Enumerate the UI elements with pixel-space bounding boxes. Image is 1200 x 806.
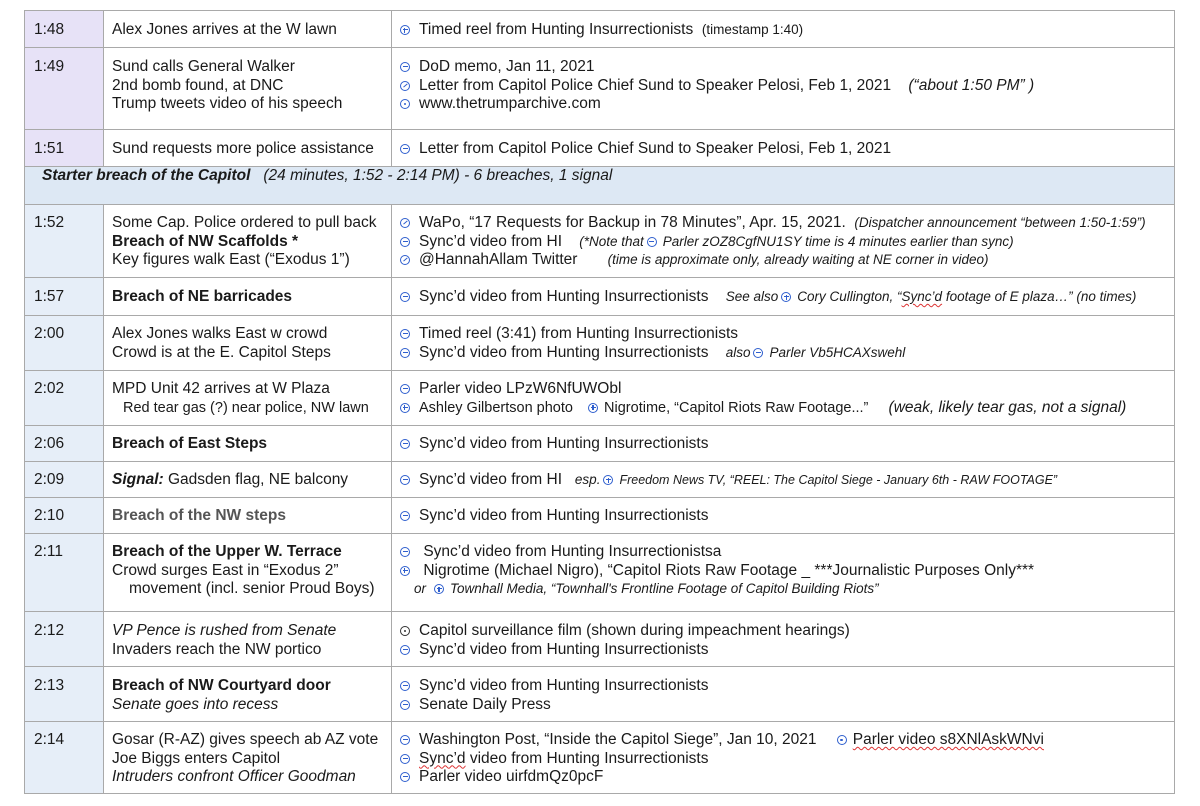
source-link[interactable]: Parler video uirfdmQz0pcF <box>419 768 604 785</box>
source-link[interactable]: Sync’d video from HI <box>419 232 562 250</box>
table-row <box>25 205 1175 278</box>
section-header <box>25 167 1175 205</box>
sources-cell <box>392 278 1175 316</box>
source-note: also <box>725 344 751 360</box>
minus-circle-icon[interactable] <box>400 735 410 745</box>
time-label: 1:57 <box>34 288 65 305</box>
minus-circle-icon[interactable] <box>400 329 410 339</box>
source-link[interactable]: Nigrotime (Michael Nigro), “Capitol Riots Raw Footage _ ***Journalistic Purposes Only*** <box>423 561 1035 579</box>
source-note: (*Note that <box>579 233 644 249</box>
sources-cell <box>392 612 1175 667</box>
source-link[interactable]: Ashley Gilbertson photo <box>419 399 573 416</box>
event-cell <box>104 130 392 167</box>
source-link[interactable]: Timed reel from Hunting Insurrectionists <box>419 21 694 38</box>
event-cell <box>104 534 392 612</box>
minus-circle-icon[interactable] <box>400 681 410 691</box>
time-cell <box>25 278 104 316</box>
event-cell <box>104 48 392 130</box>
source-note: (Dispatcher announcement “between 1:50-1:59”) <box>854 215 1146 230</box>
source-link[interactable]: Nigrotime, “Capitol Riots Raw Footage...” <box>604 399 869 416</box>
table-row <box>25 278 1175 316</box>
table-row <box>25 371 1175 426</box>
minus-circle-icon[interactable] <box>400 547 410 557</box>
event-line: Gosar (R-AZ) gives speech ab AZ vote <box>112 731 379 748</box>
sources-cell <box>392 722 1175 794</box>
event-cell <box>104 205 392 278</box>
event-cell <box>104 371 392 426</box>
source-note: esp. <box>574 472 601 487</box>
event-line: MPD Unit 42 arrives at W Plaza <box>112 380 330 397</box>
source-note: or <box>414 581 427 596</box>
sources-cell <box>392 426 1175 462</box>
source-note: (time is approximate only, already waiting at NE corner in video) <box>607 252 989 267</box>
source-link[interactable]: Parler video LPzW6NfUWObl <box>419 380 622 397</box>
event-line: Gadsden flag, NE balcony <box>163 471 349 488</box>
time-cell <box>25 11 104 48</box>
event-line: Sund requests more police assistance <box>112 140 374 157</box>
sources-cell <box>392 498 1175 534</box>
time-cell <box>25 667 104 722</box>
event-cell <box>104 316 392 371</box>
sources-cell <box>392 534 1175 612</box>
event-line: Breach of NE barricades <box>112 288 293 305</box>
plus-circle-icon[interactable] <box>781 292 791 302</box>
minus-circle-icon[interactable] <box>400 511 410 521</box>
time-cell <box>25 612 104 667</box>
signal-label: Signal: <box>112 471 164 488</box>
time-cell <box>25 371 104 426</box>
source-link[interactable]: Sync’d video from Hunting Insurrectionists <box>419 640 709 658</box>
time-label: 2:10 <box>34 507 65 524</box>
table-row <box>25 534 1175 612</box>
time-label: 1:48 <box>34 21 65 38</box>
minus-circle-icon[interactable] <box>400 62 410 72</box>
minus-circle-icon[interactable] <box>400 754 410 764</box>
table-row <box>25 612 1175 667</box>
event-cell <box>104 462 392 498</box>
timeline-table <box>24 10 1175 794</box>
table-row <box>25 462 1175 498</box>
source-note: (“about 1:50 PM” ) <box>908 76 1035 94</box>
event-line: Red tear gas (?) near police, NW lawn <box>123 399 369 416</box>
sources-cell <box>392 48 1175 130</box>
time-label: 2:13 <box>34 677 65 694</box>
event-cell <box>104 722 392 794</box>
event-line: 2nd bomb found, at DNC <box>112 76 284 94</box>
source-link[interactable]: Sync’d video from Hunting Insurrectionists <box>419 343 709 361</box>
dot-circle-icon[interactable] <box>837 735 847 745</box>
time-cell <box>25 722 104 794</box>
event-line: Senate goes into recess <box>112 695 279 713</box>
event-line: movement (incl. senior Proud Boys) <box>129 580 375 597</box>
plus-circle-icon[interactable] <box>400 25 410 35</box>
source-link[interactable]: DoD memo, Jan 11, 2021 <box>419 58 595 75</box>
source-link[interactable]: Sync’d video from Hunting Insurrectionists <box>419 507 709 524</box>
time-cell <box>25 498 104 534</box>
event-cell <box>104 498 392 534</box>
source-link[interactable]: Senate Daily Press <box>419 695 551 713</box>
minus-circle-icon[interactable] <box>400 144 410 154</box>
time-cell <box>25 130 104 167</box>
event-cell <box>104 612 392 667</box>
minus-circle-icon[interactable] <box>400 237 410 247</box>
source-link[interactable]: Washington Post, “Inside the Capitol Siege”, Jan 10, 2021 <box>419 731 817 748</box>
time-label: 2:00 <box>34 325 65 342</box>
time-label: 2:12 <box>34 622 65 639</box>
source-link[interactable]: Parler video s8XNlAskWNvi <box>852 731 1044 748</box>
table-row <box>25 722 1175 794</box>
source-link[interactable]: @HannahAllam Twitter <box>419 251 578 268</box>
table-row <box>25 11 1175 48</box>
source-link[interactable]: Parler Vb5HCAXswehl <box>769 344 906 360</box>
event-line: VP Pence is rushed from Senate <box>112 622 337 639</box>
source-link[interactable]: Letter from Capitol Police Chief Sund to Speaker Pelosi, Feb 1, 2021 <box>419 140 892 157</box>
event-line: Crowd surges East in “Exodus 2” <box>112 561 339 579</box>
source-link[interactable]: Timed reel (3:41) from Hunting Insurrectionists <box>419 325 739 342</box>
source-link[interactable]: Cory Cullington, “Sync’d footage of E plaza…” (no times) <box>797 289 1137 304</box>
table-row <box>25 498 1175 534</box>
event-line: Key figures walk East (“Exodus 1”) <box>112 251 350 268</box>
slash-circle-icon[interactable] <box>400 255 410 265</box>
sources-cell <box>392 130 1175 167</box>
time-label: 2:14 <box>34 731 65 748</box>
event-cell <box>104 667 392 722</box>
source-link[interactable]: www.thetrumparchive.com <box>419 95 601 112</box>
sources-cell <box>392 316 1175 371</box>
time-cell <box>25 534 104 612</box>
minus-circle-icon[interactable] <box>400 475 410 485</box>
event-line: Sund calls General Walker <box>112 58 295 75</box>
minus-circle-icon[interactable] <box>400 439 410 449</box>
source-note: (weak, likely tear gas, not a signal) <box>888 398 1127 416</box>
time-cell <box>25 462 104 498</box>
time-cell <box>25 426 104 462</box>
event-line: Breach of NW Scaffolds * <box>112 232 299 250</box>
minus-circle-icon[interactable] <box>400 772 410 782</box>
time-label: 2:11 <box>34 543 64 560</box>
slash-circle-icon[interactable] <box>400 81 410 91</box>
dot-circle-icon[interactable] <box>400 626 410 636</box>
source-link[interactable]: Capitol surveillance film (shown during impeachment hearings) <box>419 622 850 639</box>
source-link[interactable]: Sync’d video from Hunting Insurrectionistsa <box>423 543 722 560</box>
time-label: 2:02 <box>34 380 65 397</box>
time-cell <box>25 48 104 130</box>
time-label: 1:52 <box>34 214 65 231</box>
section-header-row <box>25 167 1175 205</box>
plus-circle-icon[interactable] <box>400 403 410 413</box>
sources-cell <box>392 205 1175 278</box>
section-detail: (24 minutes, 1:52 - 2:14 PM) - 6 breaches, 1 signal <box>263 167 613 184</box>
source-link[interactable]: WaPo, “17 Requests for Backup in 78 Minutes”, Apr. 15, 2021. <box>419 214 846 231</box>
event-line: Breach of East Steps <box>112 435 268 452</box>
time-label: 2:06 <box>34 435 65 452</box>
event-line: Joe Biggs enters Capitol <box>112 749 281 767</box>
table-row <box>25 316 1175 371</box>
plus-circle-icon[interactable] <box>603 475 613 485</box>
section-title: Starter breach of the Capitol <box>42 167 251 184</box>
event-cell <box>104 278 392 316</box>
source-note: Parler zOZ8CgfNU1SY time is 4 minutes earlier than sync) <box>662 233 1014 249</box>
source-note: (timestamp 1:40) <box>701 22 804 37</box>
time-cell <box>25 205 104 278</box>
source-link[interactable]: Sync’d video from Hunting Insurrectionists <box>419 435 709 452</box>
sources-cell <box>392 371 1175 426</box>
sources-cell <box>392 11 1175 48</box>
event-line: Invaders reach the NW portico <box>112 640 322 658</box>
source-link[interactable]: Sync’d video from Hunting Insurrectionists <box>419 288 709 305</box>
minus-circle-icon[interactable] <box>400 384 410 394</box>
source-note: See also <box>725 289 779 304</box>
source-link[interactable]: Freedom News TV, “REEL: The Capitol Siege - January 6th - RAW FOOTAGE” <box>619 473 1058 487</box>
source-link[interactable]: Sync’d video from Hunting Insurrectionists <box>419 749 709 767</box>
dot-circle-icon[interactable] <box>400 99 410 109</box>
event-line: Trump tweets video of his speech <box>112 95 343 112</box>
minus-circle-icon[interactable] <box>753 348 763 358</box>
event-line: Crowd is at the E. Capitol Steps <box>112 343 331 361</box>
table-row <box>25 667 1175 722</box>
source-link[interactable]: Letter from Capitol Police Chief Sund to Speaker Pelosi, Feb 1, 2021 <box>419 76 892 94</box>
minus-circle-icon[interactable] <box>400 348 410 358</box>
source-link[interactable]: Sync’d video from Hunting Insurrectionists <box>419 677 709 694</box>
table-row <box>25 426 1175 462</box>
event-line: Intruders confront Officer Goodman <box>112 768 356 785</box>
event-line: Breach of the NW steps <box>112 507 286 524</box>
table-row <box>25 48 1175 130</box>
event-line: Alex Jones arrives at the W lawn <box>112 21 337 38</box>
plus-circle-icon[interactable] <box>588 403 598 413</box>
event-cell <box>104 426 392 462</box>
plus-circle-icon[interactable] <box>400 566 410 576</box>
sources-cell <box>392 667 1175 722</box>
source-link[interactable]: Sync’d video from HI <box>419 471 562 488</box>
sources-cell <box>392 462 1175 498</box>
event-line: Some Cap. Police ordered to pull back <box>112 214 377 231</box>
time-label: 1:51 <box>34 140 65 157</box>
time-cell <box>25 316 104 371</box>
event-line: Alex Jones walks East w crowd <box>112 325 328 342</box>
minus-circle-icon[interactable] <box>400 700 410 710</box>
minus-circle-icon[interactable] <box>400 645 410 655</box>
time-label: 2:09 <box>34 471 65 488</box>
time-label: 1:49 <box>34 58 65 75</box>
source-link[interactable]: Townhall Media, “Townhall's Frontline Footage of Capitol Building Riots” <box>450 581 879 596</box>
plus-circle-icon[interactable] <box>434 584 444 594</box>
minus-circle-icon[interactable] <box>400 292 410 302</box>
event-cell <box>104 11 392 48</box>
event-line: Breach of NW Courtyard door <box>112 677 331 694</box>
table-row <box>25 130 1175 167</box>
slash-circle-icon[interactable] <box>400 218 410 228</box>
event-line: Breach of the Upper W. Terrace <box>112 543 342 560</box>
minus-circle-icon[interactable] <box>647 237 657 247</box>
